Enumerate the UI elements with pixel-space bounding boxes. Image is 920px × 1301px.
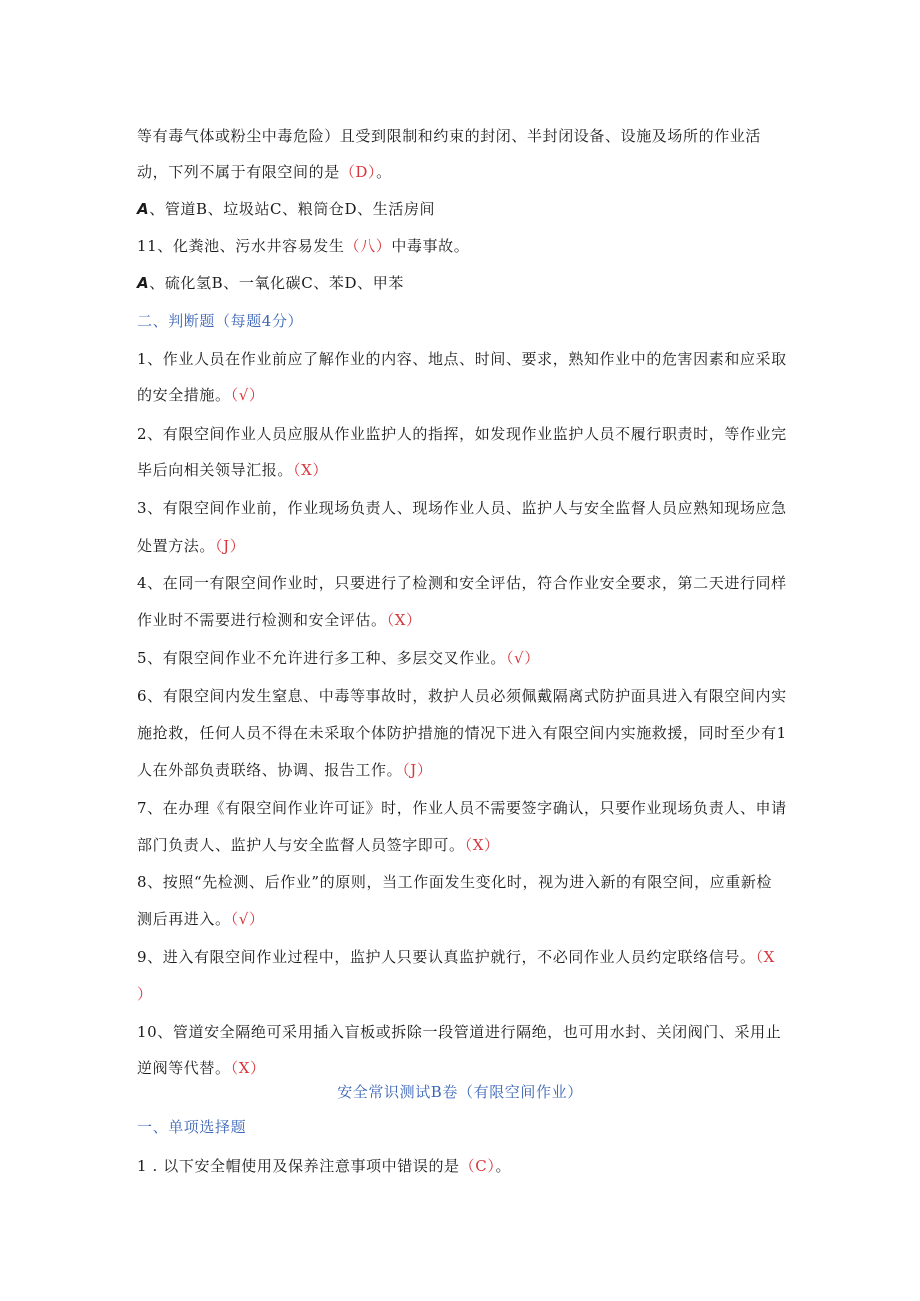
answer-mark: （C）: [459, 1157, 496, 1175]
answer-mark: （X）: [386, 611, 422, 629]
tf-item-7-line2: 部门负责人、监护人与安全监督人员签字即可。（X）: [137, 836, 500, 854]
answer-mark: （X）: [464, 836, 500, 854]
tf-item-2-line1: 2、有限空间作业人员应服从作业监护人的指挥，如发现作业监护人员不履行职责时，等作业完: [137, 425, 787, 443]
answer-mark: （J）: [402, 761, 433, 779]
answer-mark: （√）: [230, 910, 265, 928]
answer-mark: （D）: [339, 163, 377, 181]
section-heading-single-choice: 一、单项选择题: [137, 1118, 247, 1136]
q10-stem-line2: 动，下列不属于有限空间的是（D）。: [137, 163, 392, 181]
tf-item-9-line2: ）: [137, 985, 153, 1003]
paper-b-title: 安全常识测试B卷（有限空间作业）: [337, 1083, 583, 1101]
tf-item-7-line1: 7、在办理《有限空间作业许可证》时，作业人员不需要签字确认，只要作业现场负责人、申请: [137, 799, 787, 817]
tf-item-2-line2: 毕后向相关领导汇报。（X）: [137, 461, 328, 479]
tf-item-3-line2: 处置方法。（J）: [137, 537, 246, 555]
q11-stem: 11、化粪池、污水井容易发生（八）中毒事故。: [137, 237, 470, 255]
tf-item-6-line1: 6、有限空间内发生窒息、中毒等事故时，救护人员必须佩戴隔离式防护面具进入有限空间内实: [137, 687, 787, 705]
q11-options: A、硫化氢B、一氧化碳C、苯D、甲苯: [137, 274, 404, 292]
answer-mark: （J）: [215, 537, 246, 555]
q10-options: A、管道B、垃圾站C、粮筒仓D、生活房间: [137, 200, 436, 218]
answer-mark: （八）: [344, 237, 392, 255]
tf-item-3-line1: 3、有限空间作业前，作业现场负责人、现场作业人员、监护人与安全监督人员应熟知现场应急: [137, 499, 787, 517]
tf-item-4-line2: 作业时不需要进行检测和安全评估。（X）: [137, 611, 422, 629]
answer-mark: （X: [755, 948, 775, 966]
q10-stem-line1: 等有毒气体或粉尘中毒危险）且受到限制和约束的封闭、半封闭设备、设施及场所的作业活: [137, 127, 762, 145]
tf-item-8-line2: 测后再进入。（√）: [137, 910, 265, 928]
section-heading-true-false: 二、判断题（每题4分）: [137, 312, 304, 330]
answer-mark: （X）: [293, 461, 328, 479]
tf-item-10-line1: 10、管道安全隔绝可采用插入盲板或拆除一段管道进行隔绝，也可用水封、关闭阀门、采用止: [137, 1023, 782, 1041]
tf-item-5-line1: 5、有限空间作业不允许进行多工种、多层交叉作业。（√）: [137, 649, 540, 667]
tf-item-4-line1: 4、在同一有限空间作业时，只要进行了检测和安全评估，符合作业安全要求，第二天进行同样: [137, 574, 787, 592]
tf-item-1-line1: 1、作业人员在作业前应了解作业的内容、地点、时间、要求，熟知作业中的危害因素和应采取: [137, 350, 787, 368]
tf-item-8-line1: 8、按照“先检测、后作业”的原则，当工作面发生变化时，视为进入新的有限空间，应重新检: [137, 873, 773, 891]
answer-mark: （X）: [230, 1059, 266, 1077]
answer-mark: （√）: [230, 386, 265, 404]
tf-item-6-line2: 施抢救，任何人员不得在未采取个体防护措施的情况下进入有限空间内实施救援，同时至少有1: [137, 724, 787, 742]
tf-item-10-line2: 逆阀等代替。（X）: [137, 1059, 266, 1077]
tf-item-1-line2: 的安全措施。（√）: [137, 386, 265, 404]
tf-item-6-line3: 人在外部负责联络、协调、报告工作。（J）: [137, 761, 433, 779]
answer-mark: （√）: [505, 649, 540, 667]
paper-b-q1: 1 . 以下安全帽使用及保养注意事项中错误的是（C）。: [137, 1157, 512, 1175]
tf-item-9-line1: 9、进入有限空间作业过程中，监护人只要认真监护就行，不必同作业人员约定联络信号。（X: [137, 948, 775, 966]
